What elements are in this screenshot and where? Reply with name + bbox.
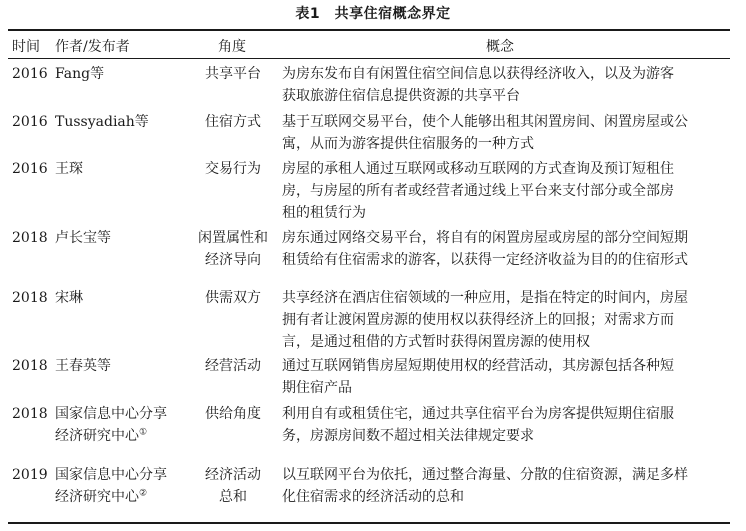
angle-line: 经济导向 xyxy=(205,252,261,268)
author-line: 宋琳 xyxy=(55,290,83,306)
table-header-rule xyxy=(8,58,730,59)
header-time: 时间 xyxy=(12,39,40,55)
footnote-marker: ② xyxy=(139,488,148,499)
angle-line: 闲置属性和 xyxy=(198,230,268,246)
cell-angle xyxy=(188,63,278,85)
angle-line: 总和 xyxy=(219,489,247,505)
cell-angle xyxy=(188,355,278,377)
cell-year: 2016 xyxy=(12,66,48,82)
author-line: 王琛 xyxy=(55,161,83,177)
cell-concept xyxy=(282,355,730,399)
concept-line: 言，是通过租借的方式暂时获得闲置房源的使用权 xyxy=(282,334,590,350)
concept-line: 利用自有或租赁住宅，通过共享住宿平台为房客提供短期住宿服 xyxy=(282,406,674,422)
concept-line: 务，房源房间数不超过相关法律规定要求 xyxy=(282,428,534,444)
cell-concept xyxy=(282,464,730,508)
concept-line: 化住宿需求的经济活动的总和 xyxy=(282,489,464,505)
header-author: 作者/发布者 xyxy=(55,39,130,55)
cell-angle xyxy=(188,403,278,425)
table-bottom-rule xyxy=(8,522,730,524)
cell-year: 2018 xyxy=(12,406,48,422)
author-line: Tussyadiah等 xyxy=(55,114,149,130)
cell-author xyxy=(55,63,104,85)
concept-line: 期住宿产品 xyxy=(282,380,352,396)
cell-concept xyxy=(282,403,730,447)
concept-line: 房，与房屋的所有者或经营者通过线上平台来支付部分或全部房 xyxy=(282,183,674,199)
author-line: Fang等 xyxy=(55,66,105,82)
cell-author xyxy=(55,403,167,447)
author-line: 经济研究中心 xyxy=(55,428,139,444)
author-line: 王春英等 xyxy=(55,358,111,374)
table-title: 表1 共享住宿概念界定 xyxy=(295,6,451,22)
cell-concept xyxy=(282,158,730,224)
cell-year: 2016 xyxy=(12,161,48,177)
cell-year: 2016 xyxy=(12,114,48,130)
author-line: 卢长宝等 xyxy=(55,230,111,246)
cell-author xyxy=(55,227,111,249)
concept-line: 租的租赁行为 xyxy=(282,205,366,221)
cell-angle xyxy=(188,111,278,133)
concept-line: 租赁给有住宿需求的游客，以获得一定经济收益为目的的住宿形式 xyxy=(282,252,688,268)
cell-concept xyxy=(282,287,730,353)
concept-line: 共享经济在酒店住宿领域的一种应用，是指在特定的时间内，房屋 xyxy=(282,290,688,306)
cell-author xyxy=(55,464,167,508)
author-line: 经济研究中心 xyxy=(55,489,139,505)
cell-author xyxy=(55,158,83,180)
footnote-marker: ① xyxy=(139,427,148,438)
cell-concept xyxy=(282,227,730,271)
angle-line: 交易行为 xyxy=(205,161,261,177)
cell-angle xyxy=(188,227,278,271)
table-top-rule xyxy=(8,29,730,31)
header-concept: 概念 xyxy=(486,39,514,55)
concept-line: 拥有者让渡闲置房源的使用权以获得经济上的回报；对需求方而 xyxy=(282,312,674,328)
concept-line: 通过互联网销售房屋短期使用权的经营活动，其房源包括各种短 xyxy=(282,358,674,374)
angle-line: 共享平台 xyxy=(205,66,261,82)
cell-year: 2018 xyxy=(12,230,48,246)
cell-angle xyxy=(188,464,278,508)
concept-line: 房屋的承租人通过互联网或移动互联网的方式查询及预订短租住 xyxy=(282,161,674,177)
cell-angle xyxy=(188,158,278,180)
concept-line: 为房东发布自有闲置住宿空间信息以获得经济收入，以及为游客 xyxy=(282,66,674,82)
header-angle: 角度 xyxy=(218,39,246,55)
cell-year: 2019 xyxy=(12,467,48,483)
angle-line: 经济活动 xyxy=(205,467,261,483)
author-line: 国家信息中心分享 xyxy=(55,467,167,483)
concept-line: 获取旅游住宿信息提供资源的共享平台 xyxy=(282,88,520,104)
cell-author xyxy=(55,355,111,377)
author-line: 国家信息中心分享 xyxy=(55,406,167,422)
angle-line: 供给角度 xyxy=(205,406,261,422)
angle-line: 供需双方 xyxy=(205,290,261,306)
cell-concept xyxy=(282,63,730,107)
cell-concept xyxy=(282,111,730,155)
concept-line: 寓，从而为游客提供住宿服务的一种方式 xyxy=(282,136,534,152)
concept-line: 基于互联网交易平台，使个人能够出租其闲置房间、闲置房屋或公 xyxy=(282,114,688,130)
cell-author xyxy=(55,111,149,133)
cell-angle xyxy=(188,287,278,309)
cell-year: 2018 xyxy=(12,358,48,374)
angle-line: 住宿方式 xyxy=(205,114,261,130)
concept-line: 以互联网平台为依托，通过整合海量、分散的住宿资源，满足多样 xyxy=(282,467,688,483)
cell-year: 2018 xyxy=(12,290,48,306)
cell-author xyxy=(55,287,83,309)
angle-line: 经营活动 xyxy=(205,358,261,374)
concept-line: 房东通过网络交易平台，将自有的闲置房屋或房屋的部分空间短期 xyxy=(282,230,688,246)
